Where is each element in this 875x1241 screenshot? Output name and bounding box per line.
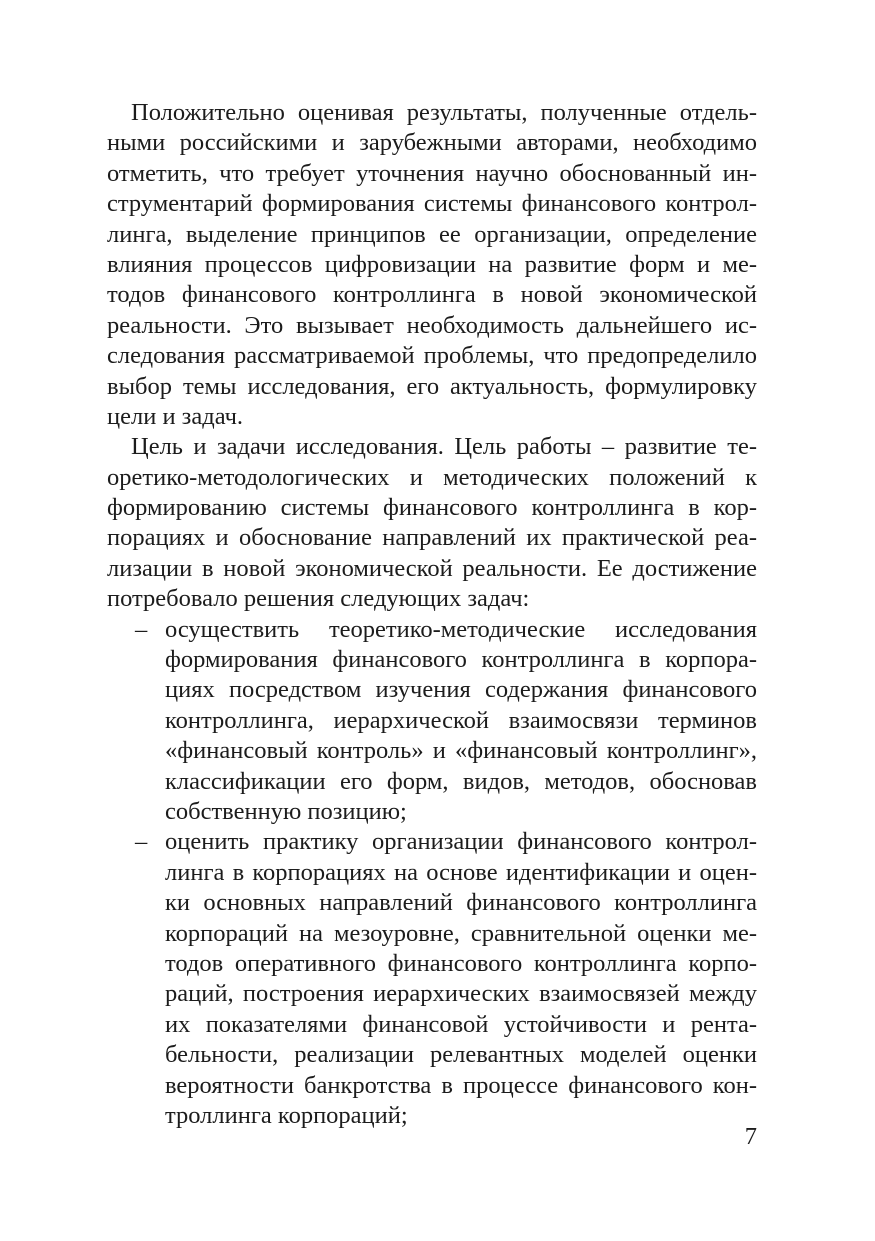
paragraph-intro [107, 98, 757, 432]
page-number: 7 [744, 1123, 757, 1150]
text-line: контроллинга, иерархической взаимосвязи терминов [165, 706, 757, 734]
text-line: оретико-методологических и методических положений к [107, 463, 757, 491]
text-line: цели и задач. [107, 402, 244, 430]
text-line: Цель и задачи исследования. Цель работы – развитие те- [131, 433, 757, 461]
text-line: «финансовый контроль» и «финансовый контроллинг», [165, 737, 757, 765]
text-line: влияния процессов цифровизации на развитие форм и ме- [107, 250, 757, 278]
text-line: линга в корпорациях на основе идентификации и оцен- [165, 858, 757, 886]
text-line: порациях и обоснование направлений их практической реа- [107, 524, 757, 552]
text-line: реальности. Это вызывает необходимость дальнейшего ис- [107, 311, 757, 339]
dash-bullet: – [135, 828, 148, 856]
text-line: их показателями финансовой устойчивости и рента- [165, 1010, 757, 1038]
text-line: ки основных направлений финансового контроллинга [165, 889, 757, 917]
text-line: Положительно оценивая результаты, полученные отдель- [131, 99, 757, 126]
text-line: раций, построения иерархических взаимосвязей между [165, 980, 757, 1008]
text-line: собственную позицию; [165, 797, 407, 825]
text-line: отметить, что требует уточнения научно обоснованный ин- [107, 159, 757, 187]
text-line: вероятности банкротства в процессе финансового кон- [165, 1071, 757, 1099]
text-line: выбор темы исследования, его актуальность, формулировку [107, 372, 757, 400]
text-line: корпораций на мезоуровне, сравнительной оценки ме- [165, 919, 757, 947]
text-line: осуществить теоретико-методические исследования [165, 615, 757, 643]
body-text [107, 98, 757, 1131]
paragraph-goals [107, 432, 757, 614]
text-line: циях посредством изучения содержания финансового [165, 676, 757, 704]
text-line: лизации в новой экономической реальности. Ее достижение [107, 554, 757, 582]
text-line: бельности, реализации релевантных моделей оценки [165, 1041, 757, 1069]
text-line: тодов оперативного финансового контроллинга корпо- [165, 949, 757, 977]
text-line: оценить практику организации финансового контрол- [165, 828, 757, 856]
task-list [107, 615, 757, 1132]
text-line: струментарий формирования системы финансового контрол- [107, 190, 757, 218]
text-line: троллинга корпораций; [165, 1101, 408, 1129]
dash-bullet: – [135, 615, 148, 643]
text-line: линга, выделение принципов ее организации, определение [107, 220, 757, 248]
text-line: формирования финансового контроллинга в корпора- [165, 646, 757, 674]
list-item [107, 827, 757, 1131]
text-line: следования рассматриваемой проблемы, что предопределило [107, 342, 757, 370]
text-line: ными российскими и зарубежными авторами, необходимо [107, 129, 757, 157]
list-item [107, 615, 757, 828]
text-line: классификации его форм, видов, методов, обосновав [165, 767, 757, 795]
text-line: формированию системы финансового контроллинга в кор- [107, 494, 757, 522]
text-line: тодов финансового контроллинга в новой экономической [107, 281, 757, 309]
text-line: потребовало решения следующих задач: [107, 585, 530, 613]
